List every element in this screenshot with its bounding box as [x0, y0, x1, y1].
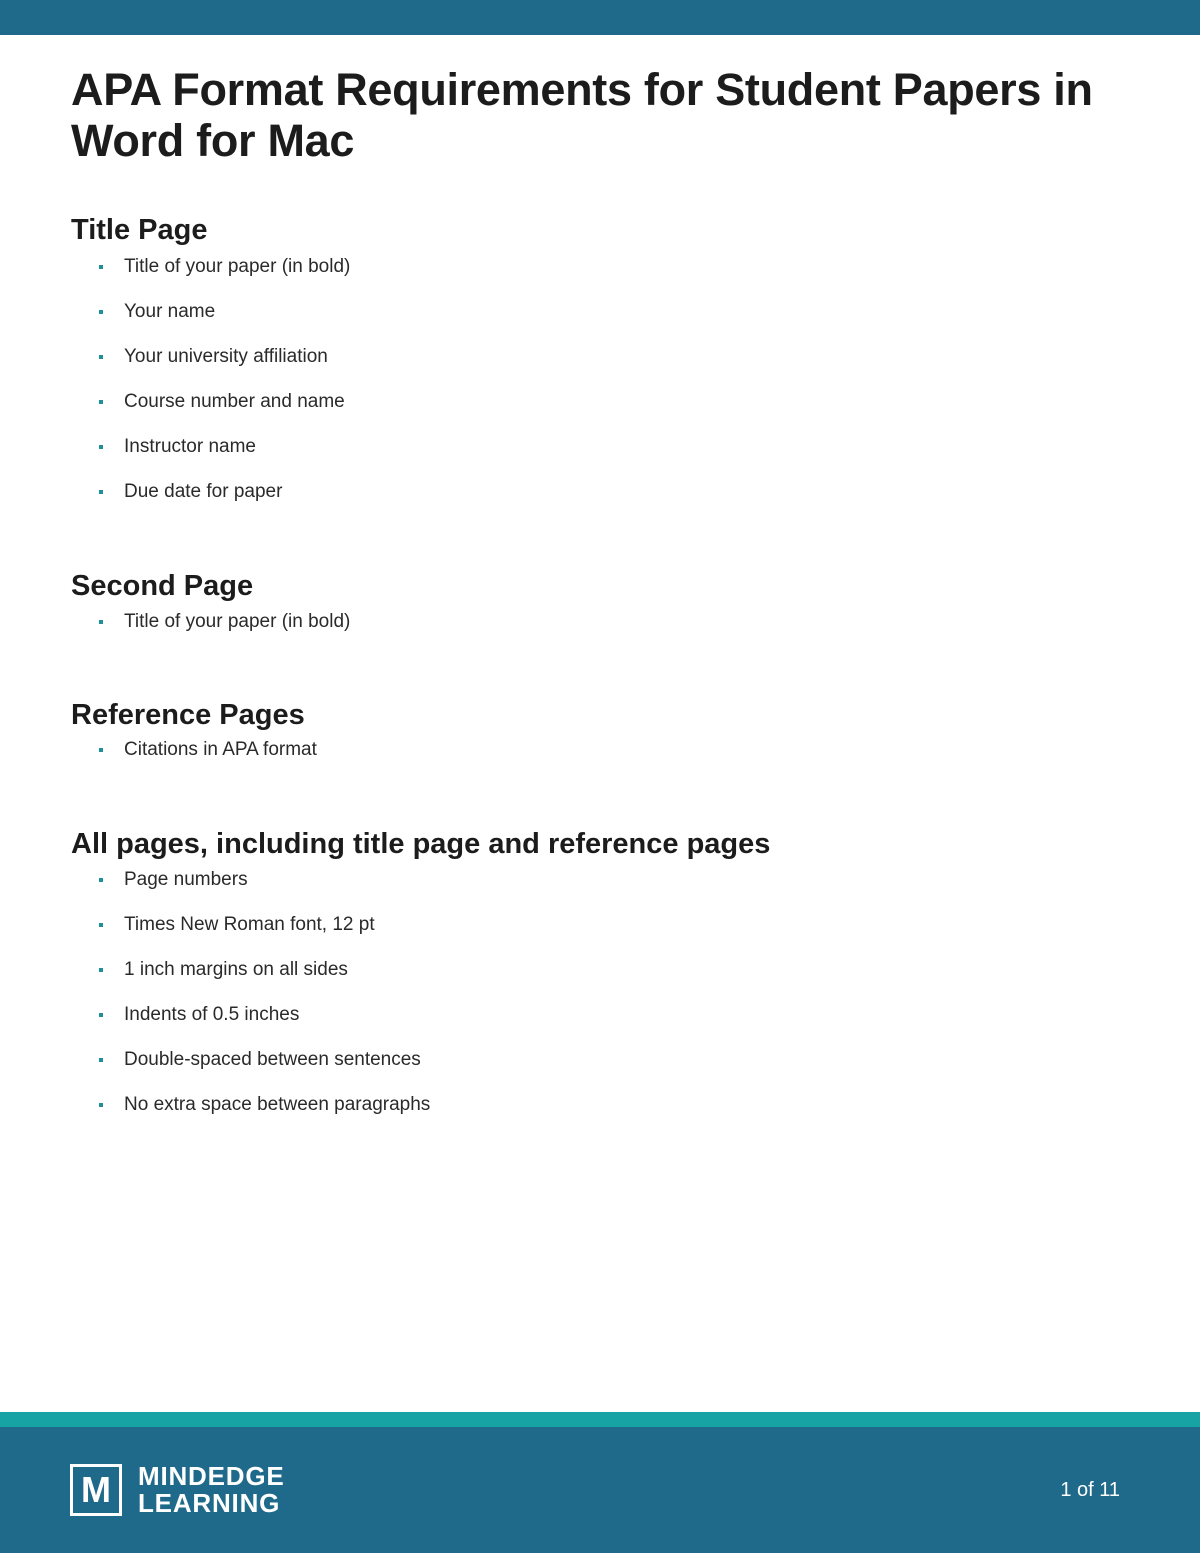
- list-item: [71, 1093, 1131, 1117]
- square-bullet-icon: [99, 923, 103, 927]
- logo-line-2: LEARNING: [138, 1488, 281, 1518]
- list-item: [71, 610, 1131, 634]
- header-bar: [0, 0, 1200, 35]
- list-item-text: Due date for paper: [124, 481, 283, 502]
- page-footer: [0, 1427, 1200, 1553]
- list-item-text: Title of your paper (in bold): [124, 611, 351, 632]
- list-item: [71, 738, 1131, 762]
- list-item: [71, 480, 1131, 504]
- section-heading: Second Page: [71, 570, 254, 602]
- logo-wordmark: [138, 1463, 285, 1517]
- bullet-list: [71, 738, 1131, 762]
- list-item: [71, 1048, 1131, 1072]
- square-bullet-icon: [99, 400, 103, 404]
- page-number: 1 of 11: [1060, 1479, 1120, 1501]
- list-item-text: Your university affiliation: [124, 346, 328, 367]
- square-bullet-icon: [99, 620, 103, 624]
- bullet-list: [71, 868, 1131, 1117]
- square-bullet-icon: [99, 968, 103, 972]
- list-item: [71, 390, 1131, 414]
- list-item-text: Times New Roman font, 12 pt: [124, 914, 375, 935]
- bullet-list: [71, 255, 1131, 504]
- square-bullet-icon: [99, 265, 103, 269]
- logo-line-1: MINDEDGE: [138, 1461, 285, 1491]
- list-item: [71, 255, 1131, 279]
- square-bullet-icon: [99, 878, 103, 882]
- document-title: APA Format Requirements for Student Papers in Word for Mac: [71, 64, 1093, 166]
- section-heading: Title Page: [71, 214, 208, 246]
- list-item-text: No extra space between paragraphs: [124, 1094, 431, 1115]
- section-second-page: [71, 569, 1131, 634]
- list-item: [71, 435, 1131, 459]
- list-item-text: Page numbers: [124, 869, 248, 890]
- list-item: [71, 958, 1131, 982]
- section-heading: All pages, including title page and reference pages: [71, 828, 771, 860]
- bullet-list: [71, 610, 1131, 634]
- list-item: [71, 300, 1131, 324]
- document-content: [71, 64, 1131, 1117]
- square-bullet-icon: [99, 1103, 103, 1107]
- list-item: [71, 1003, 1131, 1027]
- section-heading: Reference Pages: [71, 699, 305, 731]
- square-bullet-icon: [99, 445, 103, 449]
- list-item: [71, 868, 1131, 892]
- list-item-text: Indents of 0.5 inches: [124, 1004, 300, 1025]
- logo-mark: M: [70, 1464, 122, 1516]
- section-reference-pages: [71, 698, 1131, 762]
- square-bullet-icon: [99, 1058, 103, 1062]
- square-bullet-icon: [99, 310, 103, 314]
- list-item-text: 1 inch margins on all sides: [124, 959, 348, 980]
- section-all-pages: [71, 827, 1131, 1117]
- square-bullet-icon: [99, 748, 103, 752]
- square-bullet-icon: [99, 1013, 103, 1017]
- list-item-text: Double-spaced between sentences: [124, 1049, 421, 1070]
- list-item: [71, 913, 1131, 937]
- mindedge-logo-icon: [70, 1462, 285, 1518]
- square-bullet-icon: [99, 490, 103, 494]
- section-title-page: [71, 213, 1131, 504]
- list-item-text: Title of your paper (in bold): [124, 256, 351, 277]
- list-item: [71, 345, 1131, 369]
- square-bullet-icon: [99, 355, 103, 359]
- list-item-text: Instructor name: [124, 436, 256, 457]
- list-item-text: Course number and name: [124, 391, 345, 412]
- list-item-text: Citations in APA format: [124, 739, 317, 760]
- footer-stripe: [0, 1412, 1200, 1427]
- list-item-text: Your name: [124, 301, 216, 322]
